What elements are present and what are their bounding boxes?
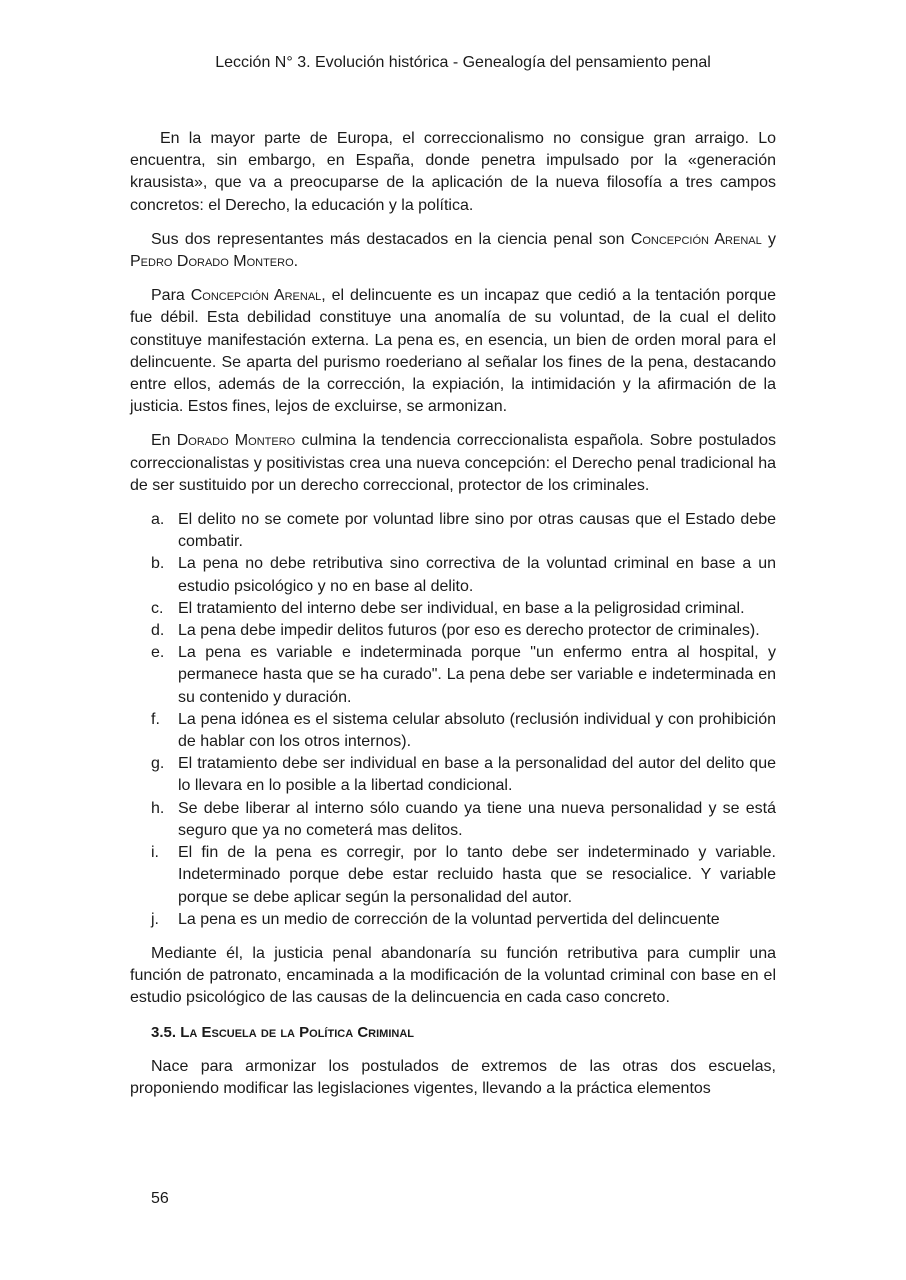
author-name-dorado-montero: Dorado Montero [176, 432, 296, 450]
author-name-arenal: Concepción Arenal [190, 287, 322, 305]
list-item [130, 842, 776, 909]
correccionalismo-principles-list [130, 509, 776, 931]
list-item [130, 553, 776, 597]
list-item-text: El fin de la pena es corregir, por lo tanto debe ser indeterminado y variable. Indeterminado porque debe estar recluido hasta que se resocialice. Y variable porque se debe aplicar según la personalidad del autor. [178, 844, 776, 906]
paragraph-correccionalismo-europa: En la mayor parte de Europa, el correccionalismo no consigue gran arraigo. Lo encuentra, sin embargo, en España, donde penetra impulsado por la «generación krausista», que va a preocuparse de la aplicación de la nueva filosofía a tres campos concretos: el Derecho, la educación y la política. [130, 130, 776, 214]
section-number: 3.5. [151, 1023, 177, 1041]
paragraph-dorado-montero [130, 430, 776, 497]
paragraph-text: , el delincuente es un incapaz que cedió a la tentación porque fue débil. Esta debilidad constituye una anomalía de su voluntad, de la cual el delito constituye manifestación externa. La pena es, en esencia, un bien de orden moral para el delincuente. Se aparta del purismo roederiano al señalar los fines de la pena, destacando entre ellos, además de la corrección, la expiación, la intimidación y la afirmación de la justicia. Estos fines, lejos de excluirse, se armonizan. [130, 287, 776, 416]
list-item [130, 620, 776, 642]
paragraph-politica-criminal: Nace para armonizar los postulados de extremos de las otras dos escuelas, proponiendo modificar las legislaciones vigentes, llevando a la práctica elementos [130, 1057, 776, 1097]
paragraph-text: Sus dos representantes más destacados en la ciencia penal son [151, 230, 631, 248]
list-marker: i. [151, 844, 159, 862]
list-marker: f. [151, 710, 160, 728]
author-name-arenal: Concepción Arenal [630, 230, 762, 248]
paragraph-representantes [130, 229, 776, 273]
list-item-text: La pena debe impedir delitos futuros (por eso es derecho protector de criminales). [178, 622, 760, 640]
running-header: Lección N° 3. Evolución histórica - Genealogía del pensamiento penal [215, 54, 711, 71]
section-heading [151, 1022, 776, 1044]
list-marker: e. [151, 644, 165, 662]
list-marker: h. [151, 799, 165, 817]
page-content [130, 128, 776, 1112]
paragraph-funcion-patronato: Mediante él, la justicia penal abandonaría su función retributiva para cumplir una función de patronato, encaminada a la modificación de la voluntad criminal con base en el estudio psicológico de las causas de la delincuencia en cada caso concreto. [130, 944, 776, 1007]
list-item [130, 798, 776, 842]
list-item [130, 509, 776, 553]
list-item [130, 598, 776, 620]
list-item-text: El tratamiento debe ser individual en base a la personalidad del autor del delito que lo llevara en lo posible a la libertad condicional. [178, 755, 776, 795]
list-item-text: La pena no debe retributiva sino correctiva de la voluntad criminal en base a un estudio psicológico y no en base al delito. [178, 555, 776, 595]
paragraph-text: En [151, 432, 177, 450]
list-item [130, 642, 776, 709]
page-number: 56 [151, 1190, 169, 1207]
paragraph-text: culmina la tendencia correccionalista española. Sobre postulados correccionalistas y positivistas crea una nueva concepción: el Derecho penal tradicional ha de ser sustituido por un derecho correccional, protector de los criminales. [130, 432, 776, 494]
list-item [130, 753, 776, 797]
list-item-text: El delito no se comete por voluntad libre sino por otras causas que el Estado debe combatir. [178, 511, 776, 551]
paragraph-arenal [130, 285, 776, 418]
list-marker: c. [151, 599, 164, 617]
list-item-text: La pena es variable e indeterminada porque "un enfermo entra al hospital, y permanece hasta que se ha curado". La pena debe ser variable e indeterminada en su contenido y duración. [178, 644, 776, 706]
section-title: La Escuela de la Política Criminal [180, 1023, 414, 1041]
list-marker: j. [151, 910, 159, 928]
list-item [130, 909, 776, 931]
paragraph-text: Para [151, 287, 191, 305]
paragraph-text: . [293, 253, 299, 271]
list-item-text: Se debe liberar al interno sólo cuando ya tiene una nueva personalidad y se está seguro que ya no cometerá mas delitos. [178, 799, 776, 839]
list-marker: d. [151, 622, 165, 640]
list-item-text: El tratamiento del interno debe ser individual, en base a la peligrosidad criminal. [178, 599, 745, 617]
list-item-text: La pena idónea es el sistema celular absoluto (reclusión individual y con prohibición de hablar con los otros internos). [178, 710, 776, 751]
list-marker: b. [151, 555, 165, 573]
author-name-dorado-montero: Pedro Dorado Montero [130, 253, 294, 271]
list-marker: a. [151, 511, 165, 529]
list-item-text: La pena es un medio de corrección de la voluntad pervertida del delincuente [178, 910, 720, 928]
list-marker: g. [151, 755, 165, 773]
paragraph-text: y [761, 230, 776, 248]
list-item [130, 709, 776, 753]
